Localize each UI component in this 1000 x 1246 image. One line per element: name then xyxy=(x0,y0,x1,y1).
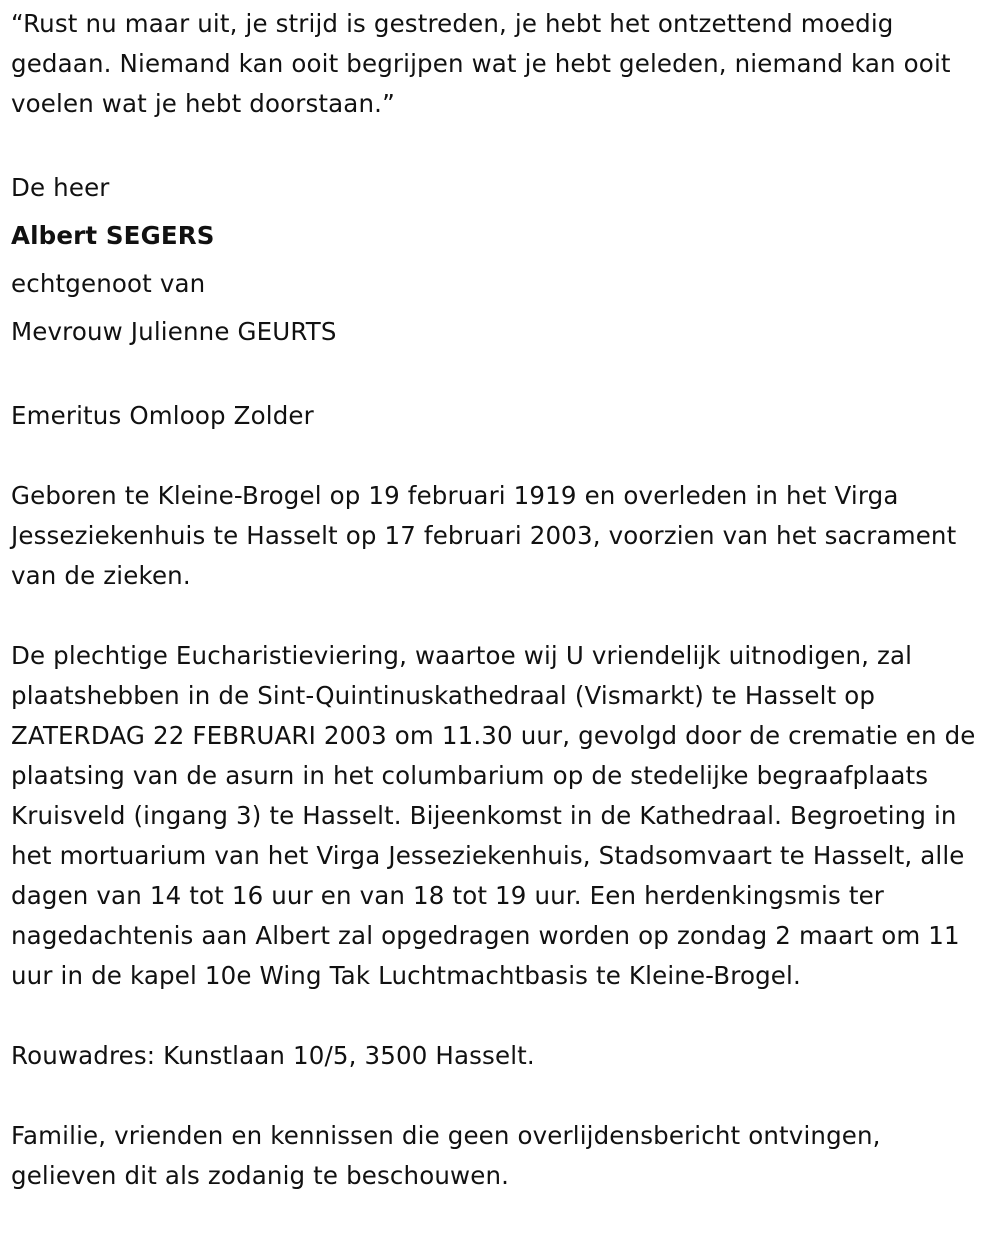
spacer xyxy=(11,596,991,636)
address-text: Rouwadres: Kunstlaan 10/5, 3500 Hasselt. xyxy=(11,1041,535,1070)
spacer xyxy=(11,124,991,164)
relation-text: echtgenoot van xyxy=(11,269,206,298)
deceased-name: Albert SEGERS xyxy=(11,221,215,250)
quote-paragraph: “Rust nu maar uit, je strijd is gestreden, je hebt het ontzettend moedig gedaan. Niemand kan ooit begrijpen wat je hebt geleden, niemand kan ooit voelen wat je hebt doorstaan.” xyxy=(11,9,951,118)
spacer xyxy=(11,356,991,396)
spacer xyxy=(11,1076,991,1116)
title-prefix: De heer xyxy=(11,173,110,202)
spacer xyxy=(11,996,991,1036)
spouse-name: Mevrouw Julienne GEURTS xyxy=(11,317,337,346)
closing-paragraph: Familie, vrienden en kennissen die geen overlijdensbericht ontvingen, gelieven dit als zodanig te beschouwen. xyxy=(11,1121,881,1190)
spacer xyxy=(11,436,991,476)
obituary-notice xyxy=(11,4,991,1196)
birth-death-paragraph: Geboren te Kleine-Brogel op 19 februari 1919 en overleden in het Virga Jesseziekenhuis te Hasselt op 17 februari 2003, voorzien van het sacrament van de zieken. xyxy=(11,481,957,590)
ceremony-paragraph: De plechtige Eucharistieviering, waartoe wij U vriendelijk uitnodigen, zal plaatshebben in de Sint-Quintinuskathedraal (Vismarkt) te Hasselt op ZATERDAG 22 FEBRUARI 2003 om 11.30 uur, gevolgd door de crematie en de plaatsing van de asurn in het columbarium op de stedelijke begraafplaats Kruisveld (ingang 3) te Hasselt. Bijeenkomst in de Kathedraal. Begroeting in het mortuarium van het Virga Jesseziekenhuis, Stadsomvaart te Hasselt, alle dagen van 14 tot 16 uur en van 18 tot 19 uur. Een herdenkingsmis ter nagedachtenis aan Albert zal opgedragen worden op zondag 2 maart om 11 uur in de kapel 10e Wing Tak Luchtmachtbasis te Kleine-Brogel. xyxy=(11,641,976,990)
affiliation-text: Emeritus Omloop Zolder xyxy=(11,401,314,430)
